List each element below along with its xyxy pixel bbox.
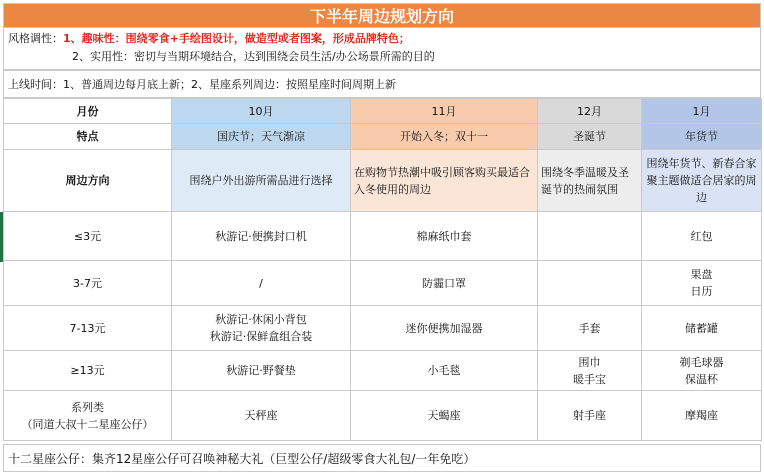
style-note-prefix: 风格调性： [8,32,63,45]
cell-nov-price-3-7[interactable]: 防霾口罩 [351,261,538,306]
table-row [4,391,762,441]
style-note-cell[interactable] [3,28,761,70]
cell-oct-feature[interactable]: 国庆节；天气渐凉 [172,124,351,150]
cell-nov-price-13-plus[interactable]: 小毛毯 [351,351,538,391]
row-label-feature[interactable]: 特点 [4,124,172,150]
cell-oct-price-7-13[interactable]: 秋游记·休闲小背包 秋游记·保鲜盒组合装 [172,306,351,351]
row-selection-indicator [0,212,3,262]
cell-nov-series[interactable]: 天蝎座 [351,391,538,441]
table-row [4,351,762,391]
table-row [4,306,762,351]
cell-dec-direction[interactable]: 围绕冬季温暖及圣诞节的热闹氛围 [538,150,642,212]
cell-nov-feature[interactable]: 开始入冬；双十一 [351,124,538,150]
row-label-price-0-3[interactable]: ≤3元 [4,212,172,261]
plan-table [3,98,762,441]
cell-jan-price-3-7[interactable]: 果盘 日历 [642,261,762,306]
cell-dec-price-3-7[interactable] [538,261,642,306]
cell-oct-price-13-plus[interactable]: 秋游记·野餐垫 [172,351,351,391]
cell-oct-price-0-3[interactable]: 秋游记·便携封口机 [172,212,351,261]
header-oct[interactable]: 10月 [172,99,351,124]
cell-oct-direction[interactable]: 围绕户外出游所需品进行选择 [172,150,351,212]
cell-jan-price-0-3[interactable]: 红包 [642,212,762,261]
cell-jan-direction[interactable]: 围绕年货节、新春合家聚主题做适合居家的周边 [642,150,762,212]
cell-nov-direction[interactable]: 在购物节热潮中吸引顾客购买最适合入冬使用的周边 [351,150,538,212]
table-row [4,261,762,306]
row-label-price-3-7[interactable]: 3-7元 [4,261,172,306]
cell-dec-price-13-plus[interactable]: 围巾 暖手宝 [538,351,642,391]
cell-dec-series[interactable]: 射手座 [538,391,642,441]
table-header-row [4,99,762,124]
table-row [4,150,762,212]
cell-oct-series[interactable]: 天秤座 [172,391,351,441]
cell-dec-feature[interactable]: 圣诞节 [538,124,642,150]
cell-oct-price-3-7[interactable]: / [172,261,351,306]
cell-dec-price-0-3[interactable] [538,212,642,261]
row-label-series[interactable]: 系列类 （同道大叔十二星座公仔） [4,391,172,441]
header-dec[interactable]: 12月 [538,99,642,124]
cell-nov-price-0-3[interactable]: 棉麻纸巾套 [351,212,538,261]
cell-dec-price-7-13[interactable]: 手套 [538,306,642,351]
cell-nov-price-7-13[interactable]: 迷你便携加湿器 [351,306,538,351]
style-note-line1 [8,30,756,48]
sheet-title[interactable]: 下半年周边规划方向 [3,3,761,28]
header-jan[interactable]: 1月 [642,99,762,124]
table-row [4,124,762,150]
header-month[interactable]: 月份 [4,99,172,124]
row-label-price-7-13[interactable]: 7-13元 [4,306,172,351]
header-nov[interactable]: 11月 [351,99,538,124]
row-label-price-13-plus[interactable]: ≥13元 [4,351,172,391]
row-label-direction[interactable]: 周边方向 [4,150,172,212]
cell-jan-feature[interactable]: 年货节 [642,124,762,150]
cell-jan-price-13-plus[interactable]: 剃毛球器 保温杯 [642,351,762,391]
constellation-footer-cell[interactable]: 十二星座公仔：集齐12星座公仔可召唤神秘大礼（巨型公仔/超级零食大礼包/一年免吃） [3,444,761,472]
cell-jan-price-7-13[interactable]: 储蓄罐 [642,306,762,351]
cell-jan-series[interactable]: 摩羯座 [642,391,762,441]
table-row [4,212,762,261]
style-note-line2: 2、实用性：密切与当期环境结合，达到围绕会员生活/办公场景所需的目的 [72,50,435,63]
online-time-cell[interactable]: 上线时间：1、普通周边每月底上新；2、星座系列周边：按照星座时间周期上新 [3,70,761,98]
style-note-fun: 1、趣味性：围绕零食+手绘图设计，做造型或者图案，形成品牌特色； [63,32,410,45]
